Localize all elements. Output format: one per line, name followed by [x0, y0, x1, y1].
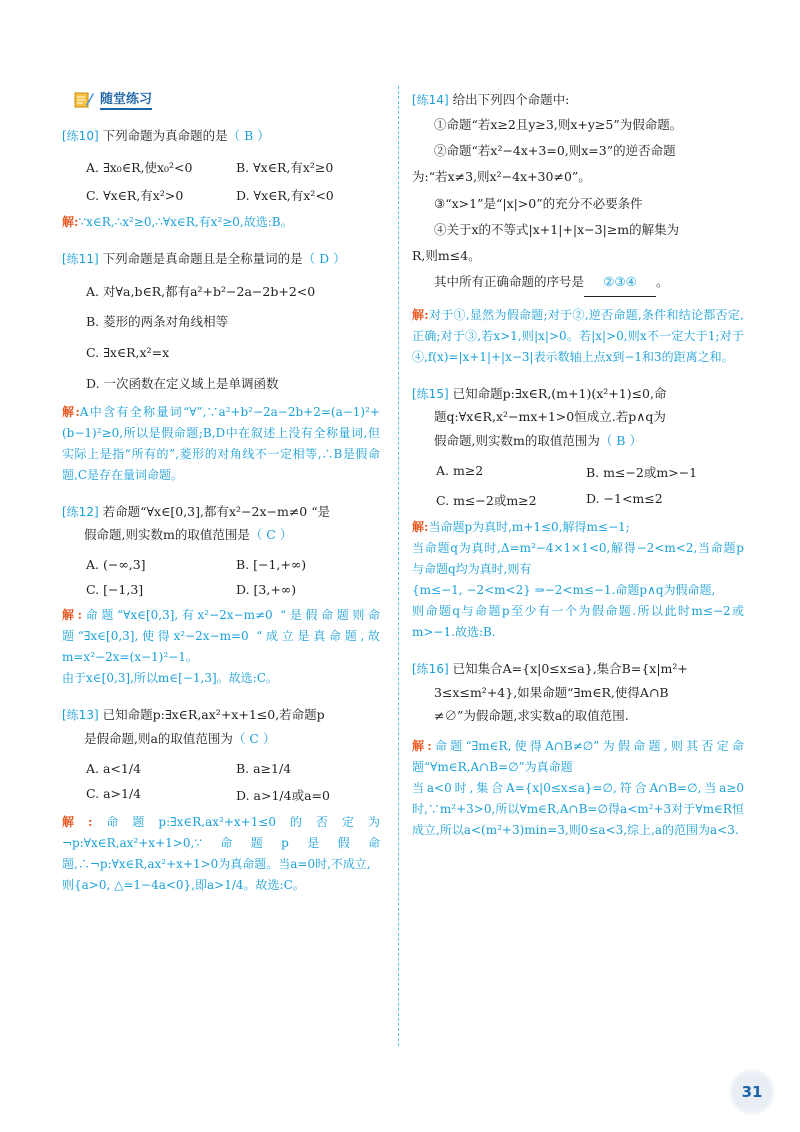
option-d: D. −1<m≤2: [586, 490, 663, 506]
options-row: [86, 186, 380, 204]
question-11: [62, 247, 380, 486]
question-stem-2: 3≤x≤m²+4},如果命题“∃m∈R,使得A∩B: [434, 684, 669, 700]
question-10: [62, 124, 380, 233]
question-16: [412, 657, 744, 841]
question-tag: [练12]: [62, 504, 99, 519]
solution-text-4: 则命题q与命题p至少有一个为假命题.所以此时m≤−2或m>−1.故选:B.: [412, 603, 744, 639]
statement-4-cont: R,则m≤4。: [412, 248, 481, 264]
option-d: D. ∀x∈R,有x²<0: [236, 187, 334, 203]
question-stem-3: ≠∅”为假命题,求实数a的取值范围.: [434, 708, 629, 724]
solution-label: 解:: [412, 739, 432, 754]
option-b: B. ∀x∈R,有x²≥0: [236, 159, 334, 175]
option-a: A. ∃x₀∈R,使x₀²<0: [86, 159, 193, 175]
options-row: [86, 582, 380, 597]
question-tag: [练10]: [62, 129, 99, 143]
solution: [412, 305, 744, 368]
solution-label: 解:: [62, 214, 79, 229]
question-stem: 已知命题p:∃x∈R,(m+1)(x²+1)≤0,命: [452, 385, 667, 401]
solution-text-2: 由于x∈[0,3],所以m∈[−1,3]。故选:C。: [62, 671, 278, 686]
solution: [62, 812, 380, 896]
statement-2-cont: 为:“若x≠3,则x²−4x+30≠0”。: [412, 169, 591, 185]
question-tag: [练14]: [412, 93, 449, 107]
option-c: C. ∃x∈R,x²=x: [86, 345, 170, 361]
right-column: [412, 88, 744, 855]
solution-text: A中含有全称量词“∀”,∵a²+b²−2a−2b+2=(a−1)²+(b−1)²≥0,所以是假命题;B,D中在叙述上没有全称量词,但实际上是指“所有的”,菱形的对角线不一定相等,∴B是假命题,C是存在量词命题。: [62, 404, 380, 482]
solution-label: 解:: [62, 404, 80, 419]
option-d: D. a>1/4或a=0: [236, 787, 330, 803]
solution-text-2: 当命题q为真时,Δ=m²−4×1×1<0,解得−2<m<2,当命题p与命题q均为真时,则有: [412, 540, 744, 576]
answer-choice: （ C ）: [232, 730, 276, 746]
answer-choice: （ B ）: [227, 128, 270, 143]
question-stem: 下列命题为真命题的是: [102, 128, 228, 143]
statement-4: ④关于x的不等式|x+1|+|x−3|≥m的解集为: [434, 221, 680, 237]
option-d: D. 一次函数在定义域上是单调函数: [86, 375, 279, 391]
left-column: [62, 88, 380, 910]
solution: [62, 605, 380, 689]
options-row: [86, 557, 380, 572]
question-12: [62, 500, 380, 690]
option-c: C. a>1/4: [86, 785, 142, 801]
question-stem: 给出下列四个命题中:: [452, 92, 570, 107]
solution-text-2: 当a<0时,集合A={x|0≤x≤a}=∅,符合A∩B=∅,当a≥0时,∵m²+3>0,所以∀m∈R,A∩B=∅得a<m²+3对于∀m∈R恒成立,所以a<(m²+3)min=3,则0≤a<3,综上,a的范围为a<3.: [412, 781, 744, 838]
option-c: C. ∀x∈R,有x²>0: [86, 187, 184, 203]
option-a: A. a<1/4: [86, 760, 142, 776]
options-row: [436, 491, 744, 509]
option-a: A. (−∞,3]: [86, 557, 146, 573]
answer-choice: （ B ）: [599, 433, 642, 449]
section-header: [74, 88, 380, 110]
fill-prompt: 其中所有正确命题的序号是: [434, 274, 585, 290]
solution-label: 解:: [412, 519, 429, 534]
question-stem-2: 题q:∀x∈R,x²−mx+1>0恒成立.若p∧q为: [434, 409, 666, 425]
option-b: B. a≥1/4: [236, 760, 292, 776]
question-15: [412, 382, 744, 643]
option-c: C. [−1,3]: [86, 582, 144, 598]
option-b: B. [−1,+∞): [236, 557, 307, 573]
solution: [62, 212, 380, 233]
question-stem-2: 假命题,则实数m的取值范围是: [84, 527, 250, 543]
question-tag: [练13]: [62, 708, 99, 723]
options-row: [436, 463, 744, 481]
solution-label: 解:: [62, 608, 83, 623]
solution-label: 解:: [412, 307, 429, 322]
question-tag: [练11]: [62, 251, 99, 266]
option-c: C. m≤−2或m≥2: [436, 492, 537, 508]
solution: [412, 517, 744, 643]
solution: [62, 402, 380, 486]
solution-text: 命题“∃m∈R,使得A∩B≠∅”为假命题,则其否定命题“∀m∈R,A∩B=∅”为真命题: [412, 739, 744, 775]
question-tag: [练16]: [412, 661, 449, 676]
solution-text: ∵x∈R,∴x²≥0,∴∀x∈R,有x²≥0,故选:B。: [78, 214, 293, 229]
options-row: [86, 786, 380, 804]
solution: [412, 736, 744, 841]
solution-text: 命题p:∃x∈R,ax²+x+1≤0的否定为¬p:∀x∈R,ax²+x+1>0,∵命题p是假命题,∴¬p:∀x∈R,ax²+x+1>0为真命题。当a=0时,不成立,: [62, 814, 380, 871]
question-stem-3: 假命题,则实数m的取值范围为: [434, 433, 600, 449]
answer-choice: （ D ）: [302, 250, 346, 266]
page-number: 31: [732, 1072, 772, 1112]
question-stem: 若命题“∀x∈[0,3],都有x²−2x−m≠0 “是: [102, 503, 331, 519]
solution-label: 解:: [62, 814, 93, 829]
option-a: A. 对∀a,b∈R,都有a²+b²−2a−2b+2<0: [86, 283, 316, 299]
question-stem: 下列命题是真命题且是全称量词的是: [102, 250, 303, 266]
solution-text: 对于①,显然为假命题;对于②,逆否命题,条件和结论都否定,正确;对于③,若x>1,则|x|>0。若|x|>0,则x不一定大于1;对于④,f(x)=|x+1|+|x−3|表示数轴上点x到−1和3的距离之和。: [412, 307, 744, 364]
statement-1: ①命题“若x≥2且y≥3,则x+y≥5”为假命题。: [434, 116, 683, 132]
question-tag: [练15]: [412, 386, 449, 401]
answer-choice: （ C ）: [249, 527, 293, 543]
fill-blank-answer: ②③④: [584, 269, 656, 296]
solution-text-2: 则{a>0, △=1−4a<0},即a>1/4。故选:C。: [62, 877, 305, 892]
question-13: [62, 703, 380, 896]
options-row: [86, 158, 380, 176]
option-b: B. 菱形的两条对角线相等: [86, 314, 229, 330]
option-d: D. [3,+∞): [236, 582, 297, 598]
solution-text: 命题“∀x∈[0,3],有x²−2x−m≠0 “是假命题则命题“∃x∈[0,3],使得x²−2x−m=0 “成立是真命题,故m=x²−2x=(x−1)²−1。: [62, 608, 380, 665]
solution-text: 当命题p为真时,m+1≤0,解得m≤−1;: [428, 519, 630, 534]
statement-2: ②命题“若x²−4x+3=0,则x=3”的逆否命题: [434, 143, 676, 159]
column-divider: [398, 86, 399, 1046]
option-a: A. m≥2: [436, 462, 484, 478]
section-title: 随堂练习: [100, 88, 152, 110]
question-14: [412, 88, 744, 368]
question-stem: 已知命题p:∃x∈R,ax²+x+1≤0,若命题p: [102, 707, 325, 723]
option-b: B. m≤−2或m>−1: [586, 464, 698, 480]
solution-text-3: {m≤−1, −2<m<2} ⇒−2<m≤−1.命题p∧q为假命题,: [412, 582, 716, 597]
fill-suffix: 。: [656, 274, 669, 290]
question-stem-2: 是假命题,则a的取值范围为: [84, 730, 233, 746]
statement-3: ③“x>1”是“|x|>0”的充分不必要条件: [434, 195, 643, 211]
question-stem: 已知集合A={x|0≤x≤a},集合B={x|m²+: [452, 660, 688, 676]
notebook-pencil-icon: [74, 90, 94, 108]
options-row: [86, 761, 380, 776]
